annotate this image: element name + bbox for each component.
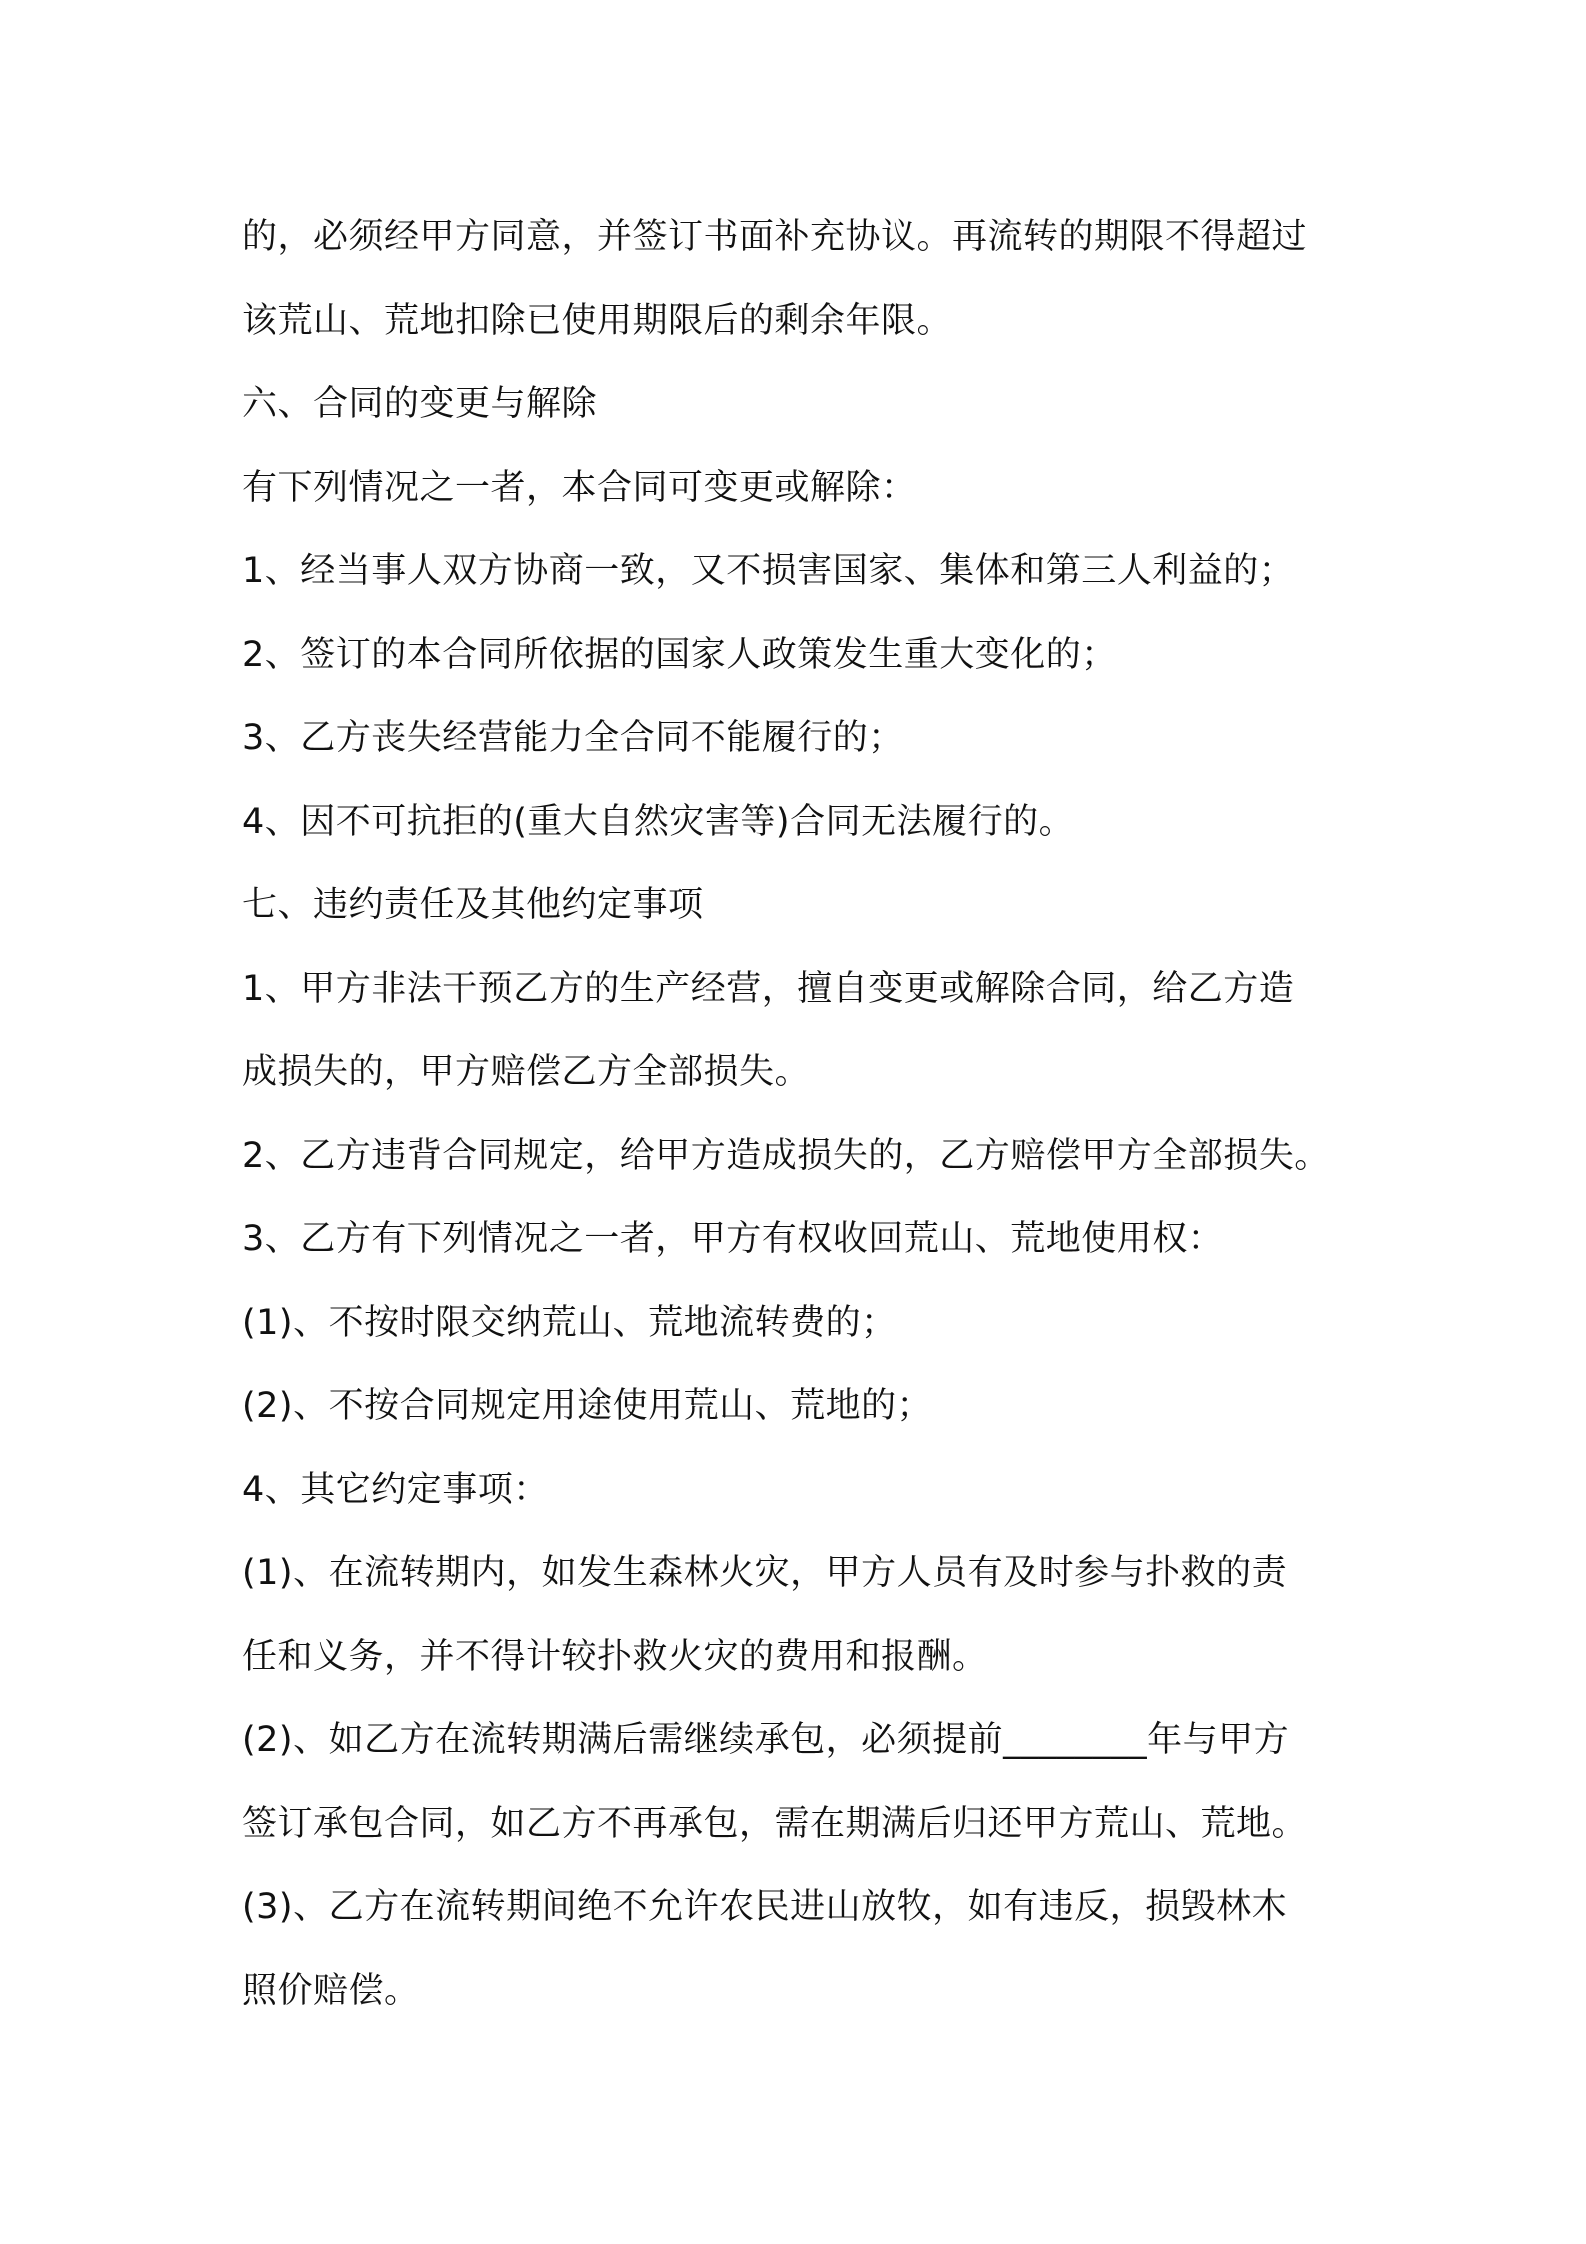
- list-item: 1、经当事人双方协商一致，又不损害国家、集体和第三人利益的；: [242, 551, 1295, 591]
- text-line: 签订承包合同，如乙方不再承包，需在期满后归还甲方荒山、荒地。: [242, 1803, 1308, 1844]
- list-item: 4、因不可抗拒的(重大自然灾害等)合同无法履行的。: [242, 801, 1075, 842]
- list-item: 3、乙方有下列情况之一者，甲方有权收回荒山、荒地使用权：: [242, 1219, 1224, 1259]
- text-line: 任和义务，并不得计较扑救火灾的费用和报酬。: [242, 1636, 988, 1677]
- sub-list-item: (1)、不按时限交纳荒山、荒地流转费的；: [242, 1302, 897, 1343]
- list-item: 2、乙方违背合同规定，给甲方造成损失的，乙方赔偿甲方全部损失。: [242, 1135, 1330, 1176]
- text-line: 有下列情况之一者，本合同可变更或解除：: [242, 467, 917, 508]
- sub-list-item: (3)、乙方在流转期间绝不允许农民进山放牧，如有违反，损毁林木: [242, 1887, 1288, 1927]
- text-line: 照价赔偿。: [242, 1970, 420, 2011]
- section-heading-6: 六、合同的变更与解除: [242, 384, 598, 424]
- list-item: 3、乙方丧失经营能力全合同不能履行的；: [242, 718, 904, 758]
- section-heading-7: 七、违约责任及其他约定事项: [242, 885, 704, 925]
- sub-list-item: (2)、如乙方在流转期满后需继续承包，必须提前________年与甲方: [242, 1720, 1290, 1760]
- sub-list-item: (2)、不按合同规定用途使用荒山、荒地的；: [242, 1386, 933, 1426]
- list-item: 2、签订的本合同所依据的国家人政策发生重大变化的；: [242, 634, 1117, 675]
- document-body: [242, 196, 1382, 2033]
- text-line: 的，必须经甲方同意，并签订书面补充协议。再流转的期限不得超过: [242, 217, 1308, 257]
- text-line: 该荒山、荒地扣除已使用期限后的剩余年限。: [242, 300, 953, 341]
- sub-list-item: (1)、在流转期内，如发生森林火灾，甲方人员有及时参与扑救的责: [242, 1553, 1288, 1593]
- list-item: 1、甲方非法干预乙方的生产经营，擅自变更或解除合同，给乙方造: [242, 968, 1295, 1009]
- text-line: 成损失的，甲方赔偿乙方全部损失。: [242, 1052, 811, 1092]
- list-item: 4、其它约定事项：: [242, 1469, 549, 1510]
